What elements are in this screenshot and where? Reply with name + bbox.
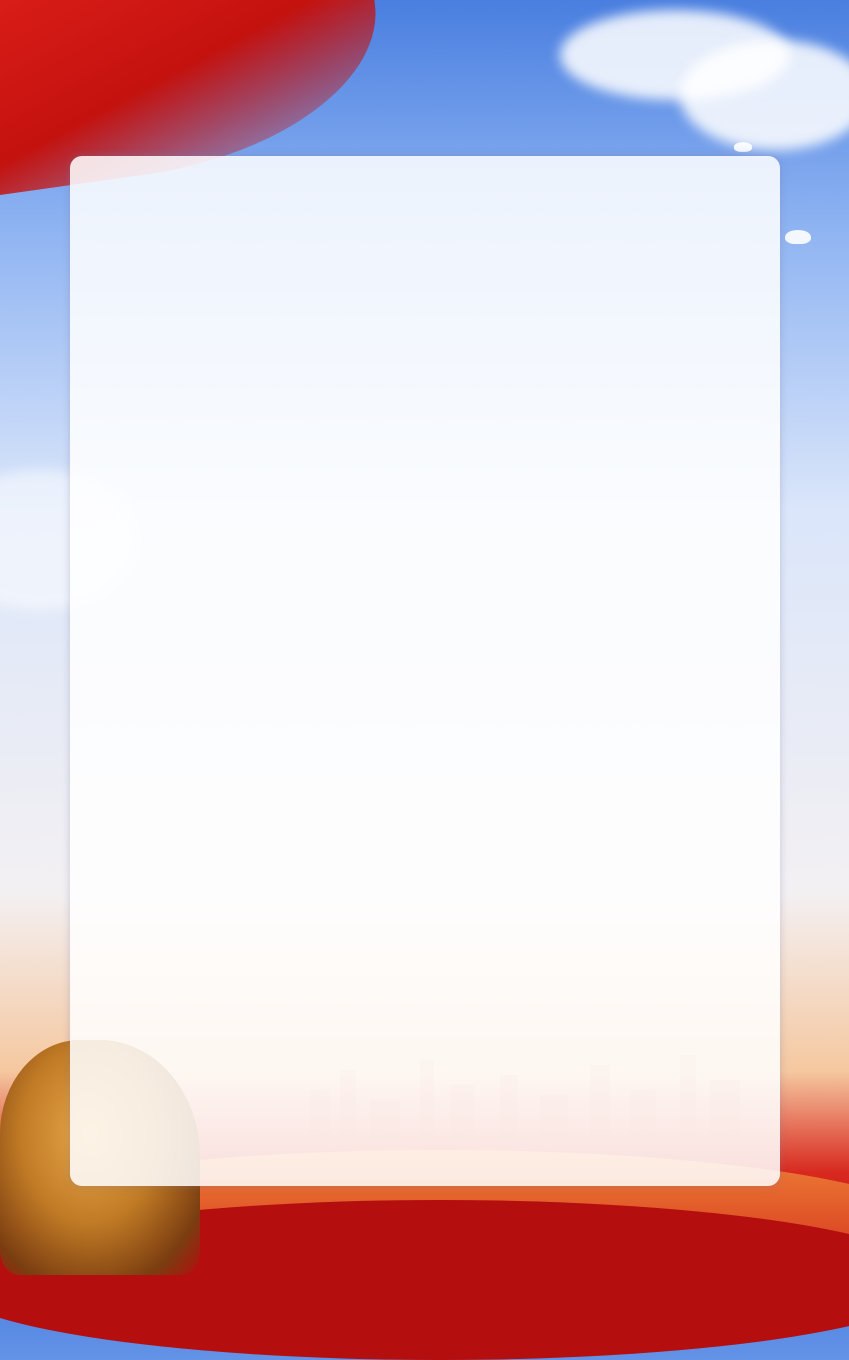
dove-icon <box>734 142 752 152</box>
dove-icon <box>785 230 811 244</box>
cloud-decoration <box>680 40 849 150</box>
content-panel <box>70 156 780 1186</box>
